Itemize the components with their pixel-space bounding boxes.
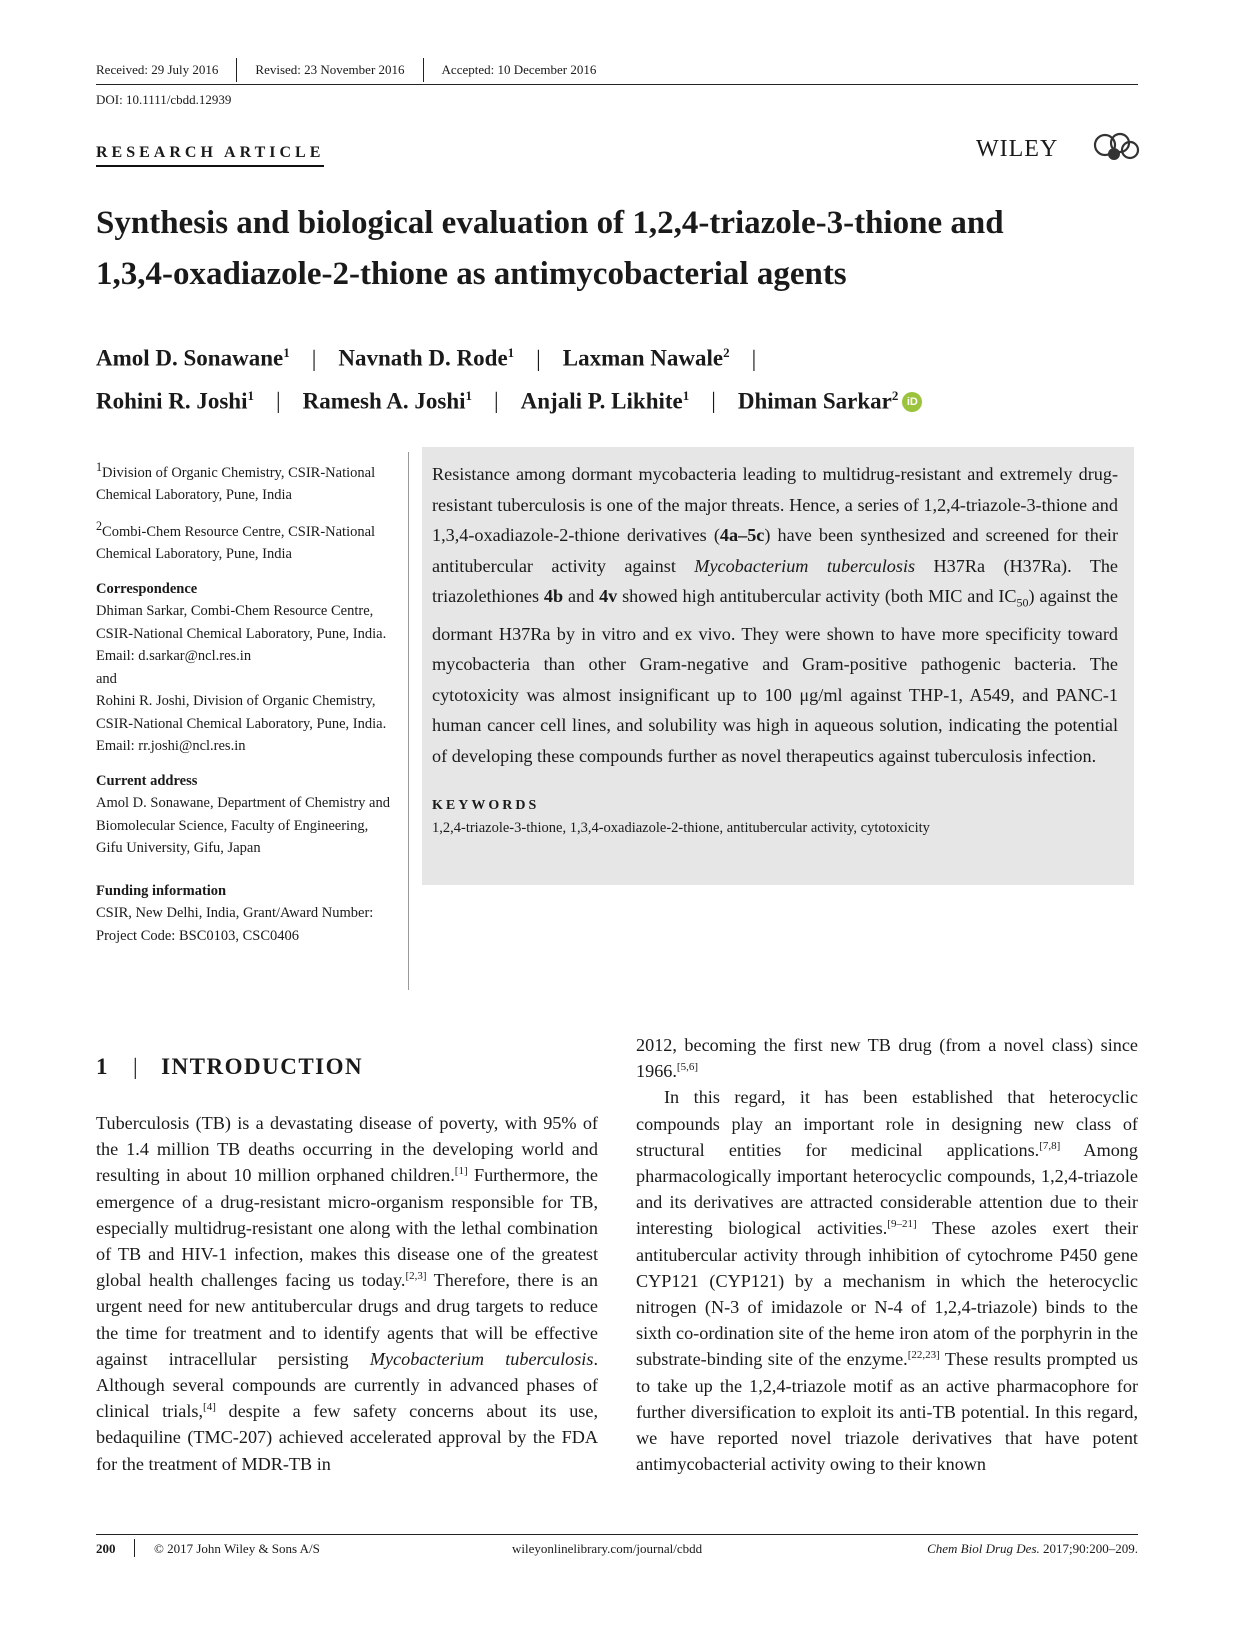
author-affiliation: 1	[247, 387, 254, 403]
article-title	[96, 198, 1146, 300]
footer-divider	[134, 1539, 135, 1557]
author-affiliation: 1	[465, 387, 473, 403]
keywords-heading: KEYWORDS	[432, 797, 540, 813]
section-number: 1	[96, 1054, 109, 1079]
affiliation-2: $^2$Combi-Chem Resource Centre, CSIR-National Chemical Laboratory, Pune, India	[96, 518, 376, 563]
reference-link[interactable]: [2,3]	[405, 1270, 427, 1283]
funding-heading: Funding information	[96, 882, 227, 899]
funding-block	[96, 880, 394, 948]
revised-date: Revised: 23 November 2016	[236, 58, 422, 82]
abstract-text: Resistance among dormant mycobacteria leading to multidrug-resistant and extremely drug-resistant tuberculosis is one of the major threats. Hence, a series of 1,2,4-triazole-3-thione and 1,3,4-oxadiazole-2-thione derivatives (4a–5c) have been synthesized and screened for their antitubercular activity against Mycobacterium tuberculosis H37Ra (H37Ra). The triazolethiones 4b and 4v showed high antitubercular activity (both MIC and $IC_{50}$) against the dormant H37Ra by in vitro and ex vivo. They were shown to have more specificity toward mycobacteria than other Gram-negative and Gram-positive pathogenic bacteria. The cytotoxicity was almost insignificant up to 100 μg/ml against THP-1, A549, and PANC-1 human cancer cell lines, and solubility was high in aqueous solution, indicating the potential of developing these compounds further as novel therapeutics against tuberculosis infection.	[432, 464, 1119, 766]
author-separator: |	[751, 345, 757, 371]
funding-text: CSIR, New Delhi, India, Grant/Award Number: Project Code: BSC0103, CSC0406	[96, 905, 374, 944]
intro-column-2	[636, 1032, 1138, 1477]
orcid-icon[interactable]: iD	[902, 392, 922, 412]
received-date: Received: 29 July 2016	[96, 62, 219, 77]
author-affiliation: 2	[891, 387, 899, 403]
article-history	[96, 58, 1138, 82]
reference-link[interactable]: [9–21]	[887, 1218, 917, 1231]
section-title: INTRODUCTION	[161, 1054, 364, 1079]
journal-url[interactable]: wileyonlinelibrary.com/journal/cbdd	[512, 1541, 703, 1556]
author-name[interactable]: Rohini R. Joshi	[96, 388, 248, 414]
article-type: RESEARCH ARTICLE	[96, 144, 324, 167]
title-line-2: 1,3,4-oxadiazole-2-thione as antimycobacterial agents	[96, 256, 847, 292]
footer-rule	[96, 1534, 1138, 1535]
correspondence-and: and	[96, 670, 117, 687]
author-name[interactable]: Navnath D. Rode	[338, 345, 508, 371]
author-name[interactable]: Ramesh A. Joshi	[302, 388, 466, 414]
copyright: © 2017 John Wiley & Sons A/S	[154, 1541, 320, 1556]
abstract-box	[422, 447, 1134, 885]
page-number: 200	[96, 1541, 116, 1556]
author-affiliation: 2	[723, 345, 730, 360]
section-heading-introduction	[96, 1054, 363, 1080]
header-rule	[96, 84, 1138, 85]
author-line-1	[96, 334, 1146, 377]
author-separator: |	[711, 388, 716, 414]
correspondence-1: Dhiman Sarkar, Combi-Chem Resource Centre, CSIR-National Chemical Laboratory, Pune, India.	[96, 603, 387, 642]
intro-column-1: Tuberculosis (TB) is a devastating disease of poverty, with 95% of the 1.4 million TB deaths occurring in the developing world and resulting in about 10 million orphaned children.[1] Furthermore, the emergence of a drug-resistant micro-organism responsible for TB, especially multidrug-resistant one along with the lethal combination of TB and HIV-1 infection, makes this disease one of the greatest global health challenges facing us today.[2,3] Therefore, there is an urgent need for new antitubercular drugs and drug targets to reduce the time for treatment and to identify agents that will be effective against intracellular persisting Mycobacterium tuberculosis. Although several compounds are currently in advanced phases of clinical trials,[4] despite a few safety concerns about its use, bedaquiline (TMC-207) achieved accelerated approval by the FDA for the treatment of MDR-TB in	[96, 1113, 599, 1474]
reference-link[interactable]: [22,23]	[907, 1349, 940, 1362]
current-address-text: Amol D. Sonawane, Department of Chemistry and Biomolecular Science, Faculty of Engineering, Gifu University, Gifu, Japan	[96, 795, 390, 857]
author-separator: |	[536, 345, 541, 371]
author-separator: |	[494, 388, 499, 414]
accepted-date: Accepted: 10 December 2016	[423, 58, 615, 82]
current-address-heading: Current address	[96, 772, 198, 789]
author-line-2	[96, 377, 1146, 420]
section-separator: |	[133, 1054, 140, 1079]
current-address-block	[96, 770, 394, 860]
author-name[interactable]: Laxman Nawale	[562, 345, 724, 371]
doi[interactable]: DOI: 10.1111/cbdd.12939	[96, 92, 232, 107]
keywords-text: 1,2,4-triazole-3-thione, 1,3,4-oxadiazole-2-thione, antitubercular activity, cytotoxicity	[432, 819, 930, 836]
author-separator: |	[275, 388, 281, 414]
correspondence-2-email[interactable]: Email: rr.joshi@ncl.res.in	[96, 738, 246, 755]
author-name[interactable]: Anjali P. Likhite	[520, 388, 683, 414]
author-affiliation: 1	[283, 345, 290, 360]
author-name[interactable]: Dhiman Sarkar	[737, 388, 892, 414]
title-line-1: Synthesis and biological evaluation of 1,2,4-triazole-3-thione and	[96, 205, 1004, 241]
column-divider	[408, 452, 409, 990]
reference-link[interactable]: [1]	[454, 1165, 468, 1178]
correspondence-block	[96, 578, 394, 758]
correspondence-heading: Correspondence	[96, 580, 198, 597]
author-name[interactable]: Amol D. Sonawane	[96, 345, 284, 371]
intro-paragraph-2: In this regard, it has been established that heterocyclic compounds play an important role in designing new class of structural entities for medicinal applications.[7,8] Among pharmacologically important heterocyclic compounds, 1,2,4-triazole and its derivatives are attracted considerable attention due to their interesting biological activities.[9–21] These azoles exert their antitubercular activity through inhibition of cytochrome P450 gene CYP121 (CYP121) by a mechanism in which the heterocyclic nitrogen (N-3 of imidazole or N-4 of 1,2,4-triazole) binds to the sixth co-ordination site of the heme iron atom of the porphyrin in the substrate-binding site of the enzyme.[22,23] These results prompted us to take up the 1,2,4-triazole motif as an active pharmacophore for further diversification to exploit its anti-TB potential. In this regard, we have reported novel triazole derivatives that have potent antimycobacterial activity owing to their known	[636, 1087, 1138, 1475]
reference-link[interactable]: [4]	[203, 1401, 216, 1414]
publisher-logo: WILEY	[976, 136, 1059, 162]
author-affiliation: 1	[682, 387, 690, 403]
reference-link[interactable]: [5,6]	[676, 1061, 698, 1074]
author-list	[96, 334, 1146, 419]
author-affiliation: 1	[507, 345, 515, 360]
correspondence-1-email[interactable]: Email: d.sarkar@ncl.res.in	[96, 648, 252, 665]
article-info-column	[96, 456, 394, 959]
journal-citation: Chem Biol Drug Des. 2017;90:200–209.	[927, 1541, 1138, 1556]
reference-link[interactable]: [7,8]	[1039, 1139, 1061, 1152]
cbdd-journal-logo-icon	[1092, 130, 1140, 164]
correspondence-2: Rohini R. Joshi, Division of Organic Chemistry, CSIR-National Chemical Laboratory, Pune, India.	[96, 693, 387, 732]
intro-paragraph-1-continued: 2012, becoming the first new TB drug (from a novel class) since 1966.[5,6]	[636, 1035, 1138, 1082]
affiliation-1: $^1$Division of Organic Chemistry, CSIR-National Chemical Laboratory, Pune, India	[96, 460, 376, 504]
author-separator: |	[311, 345, 317, 371]
